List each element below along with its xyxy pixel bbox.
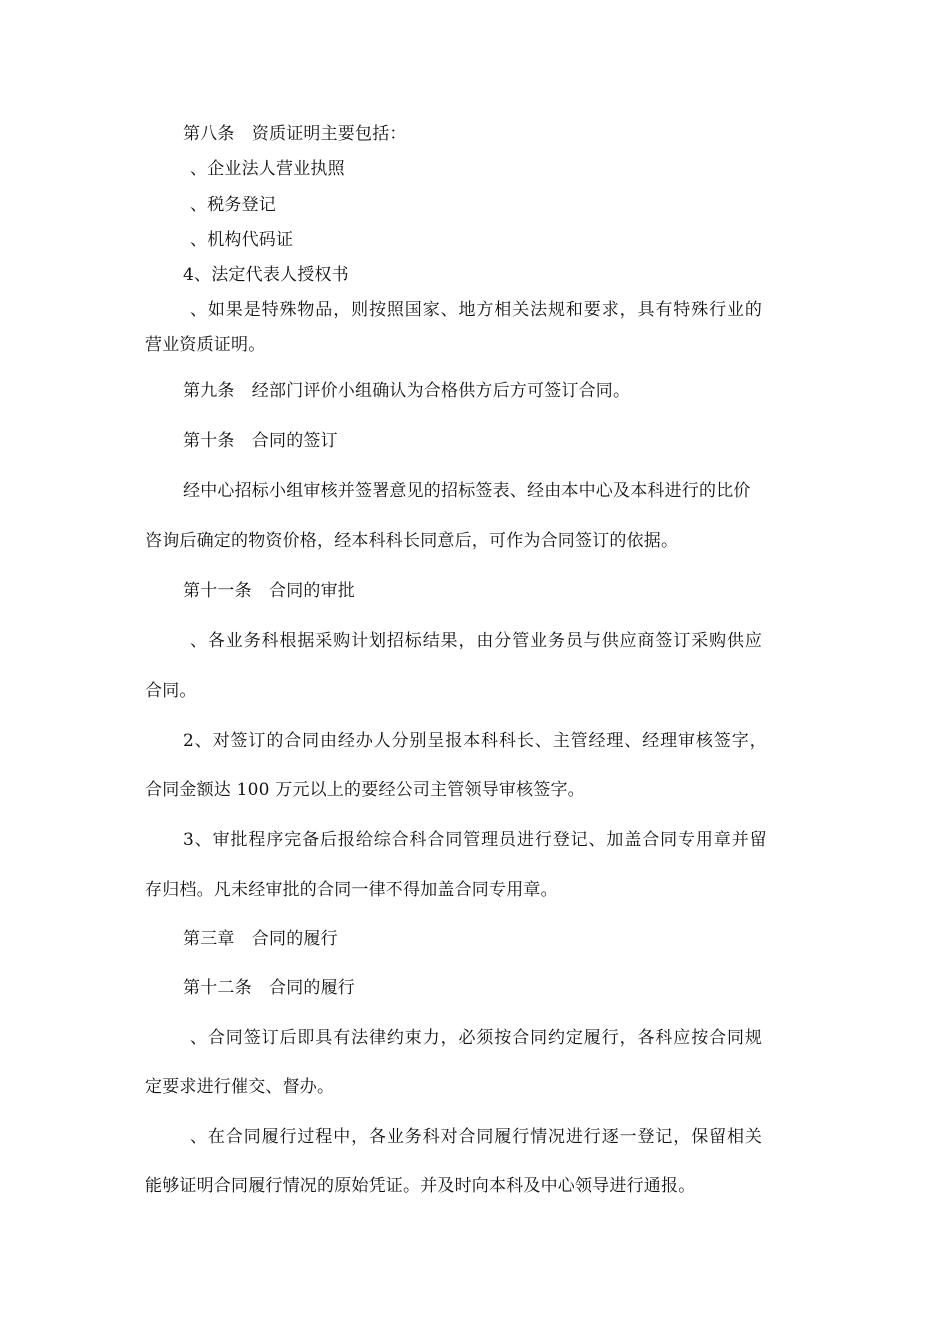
- article-9-text: 第九条 经部门评价小组确认为合格供方后方可签订合同。: [183, 381, 631, 401]
- chapter-3-heading: 第三章 合同的履行: [183, 929, 338, 949]
- article-10-heading: 第十条 合同的签订: [183, 431, 338, 451]
- paragraph-line: 、在合同履行过程中，各业务科对合同履行情况进行逐一登记，保留相关: [190, 1127, 763, 1147]
- list-item: 、机构代码证: [190, 230, 294, 250]
- article-12-heading: 第十二条 合同的履行: [183, 978, 355, 998]
- paragraph-line: 能够证明合同履行情况的原始凭证。并及时向本科及中心领导进行通报。: [145, 1176, 696, 1196]
- paragraph-line: 咨询后确定的物资价格，经本科科长同意后，可作为合同签订的依据。: [145, 531, 679, 551]
- paragraph-line: 3、审批程序完备后报给综合科合同管理员进行登记、加盖合同专用章并留: [183, 830, 768, 850]
- paragraph-line: 、各业务科根据采购计划招标结果，由分管业务员与供应商签订采购供应: [190, 631, 763, 651]
- article-11-heading: 第十一条 合同的审批: [183, 581, 355, 601]
- paragraph-line: 经中心招标小组审核并签署意见的招标签表、经由本中心及本科进行的比价: [183, 481, 751, 501]
- article-8-heading: 第八条 资质证明主要包括：: [183, 124, 407, 144]
- paragraph-line: 营业资质证明。: [145, 335, 266, 355]
- paragraph-line: 、合同签订后即具有法律约束力，必须按合同约定履行，各科应按合同规: [190, 1028, 763, 1048]
- list-item: 4、法定代表人授权书: [183, 265, 349, 285]
- list-item: 、企业法人营业执照: [190, 159, 345, 179]
- paragraph-line: 合同金额达 100 万元以上的要经公司主管领导审核签字。: [145, 780, 585, 800]
- paragraph-line: 2、对签订的合同由经办人分别呈报本科科长、主管经理、经理审核签字，: [183, 731, 768, 751]
- list-item: 、税务登记: [190, 195, 276, 215]
- paragraph-line: 合同。: [145, 681, 197, 701]
- paragraph-line: 、如果是特殊物品，则按照国家、地方相关法规和要求，具有特殊行业的: [190, 300, 763, 320]
- paragraph-line: 存归档。凡未经审批的合同一律不得加盖合同专用章。: [145, 880, 558, 900]
- paragraph-line: 定要求进行催交、督办。: [145, 1077, 335, 1097]
